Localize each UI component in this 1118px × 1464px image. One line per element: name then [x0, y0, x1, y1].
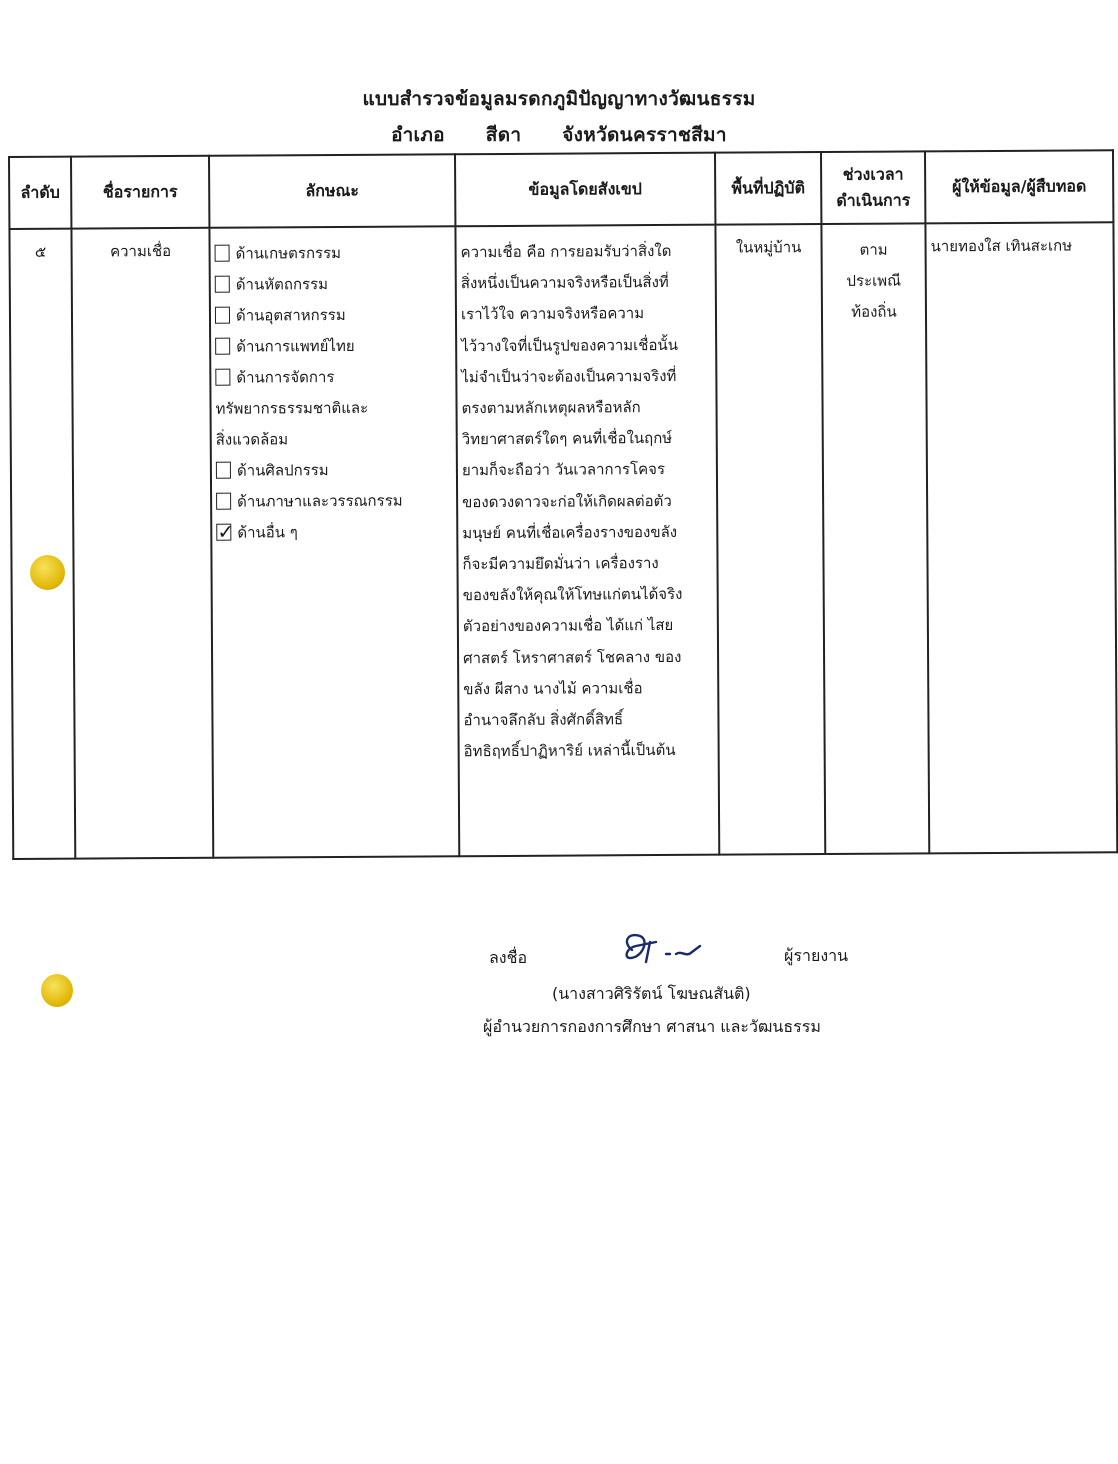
district-label: อำเภอ [391, 124, 445, 146]
description-line: ไม่จำเป็นว่าจะต้องเป็นความจริงที่ [461, 366, 677, 387]
header-area: พื้นที่ปฏิบัติ [715, 152, 821, 225]
category-label: ด้านอื่น ๆ [237, 523, 298, 542]
sign-label: ลงชื่อ [489, 948, 528, 967]
cell-no: ๕ [9, 229, 75, 859]
cell-name: ความเชื่อ [71, 228, 213, 859]
description-line: มนุษย์ คนที่เชื่อเครื่องรางของขลัง [462, 522, 678, 543]
category-label: ด้านเกษตรกรรม [235, 243, 342, 263]
form-location [0, 120, 1118, 150]
cell-time [821, 223, 929, 854]
description-line: ตรงตามหลักเหตุผลหรือหลัก [461, 398, 641, 418]
cell-area: ในหมู่บ้าน [715, 224, 825, 855]
yellow-hole-punch-mark [30, 555, 65, 590]
description-line: เราไว้ใจ ความจริงหรือความ [460, 304, 645, 324]
province-name: จังหวัดนครราชสีมา [562, 124, 727, 146]
yellow-hole-punch-mark [41, 974, 73, 1007]
table-row [9, 222, 1117, 859]
category-label: ทรัพยากรธรรมชาติและ [215, 398, 369, 418]
category-item [215, 268, 451, 300]
category-label: ด้านการจัดการ [236, 368, 335, 387]
category-label: ด้านหัตถกรรม [235, 275, 329, 294]
checkbox-icon[interactable] [216, 493, 231, 510]
description-line: ยามก็จะถือว่า วันเวลาการโคจร [461, 460, 666, 480]
category-label: สิ่งแวดล้อม [215, 430, 289, 449]
category-item [215, 392, 451, 424]
reporter-label: ผู้รายงาน [784, 946, 849, 965]
checkbox-icon[interactable] [215, 338, 230, 355]
description-text [461, 236, 714, 768]
category-item [215, 237, 451, 269]
time-line: ประเพณี [846, 271, 902, 291]
description-line: ของดวงดาวจะก่อให้เกิดผลต่อตัว [462, 491, 672, 511]
description-line: วิทยาศาสตร์ใดๆ คนที่เชื่อในฤกษ์ [461, 429, 673, 449]
signer-name: (นางสาวศิริรัตน์ โฆษณสันติ) [552, 984, 751, 1003]
time-text [826, 234, 921, 328]
header-name: ชื่อรายการ [71, 156, 209, 229]
header-no: ลำดับ [9, 157, 71, 229]
description-line: อิทธิฤทธิ์ปาฏิหาริย์ เหล่านี้เป็นต้น [463, 741, 676, 761]
description-line: ความเชื่อ คือ การยอมรับว่าสิ่งใด [460, 241, 672, 262]
description-line: อำนาจลึกลับ สิ่งศักดิ์สิทธิ์ [463, 710, 624, 730]
category-item [215, 330, 451, 362]
category-checklist [215, 237, 453, 548]
category-item [216, 454, 452, 486]
table-header-row [9, 150, 1113, 229]
category-item [216, 423, 452, 455]
signer-position: ผู้อำนวยการกองการศึกษา ศาสนา และวัฒนธรรม [483, 1017, 821, 1036]
description-line: สิ่งหนึ่งเป็นความจริงหรือเป็นสิ่งที่ [460, 273, 669, 293]
cell-informant: นายทองใส เทินสะเกษ [925, 222, 1117, 853]
category-item [215, 299, 451, 331]
description-line: ก็จะมีความยึดมั่นว่า เครื่องราง [462, 554, 659, 574]
header-time-line1: ช่วงเวลา [842, 164, 904, 185]
checked-checkbox-icon[interactable] [216, 524, 231, 541]
category-item [215, 361, 451, 393]
category-item [216, 485, 452, 517]
category-item [216, 516, 452, 548]
description-line: ตัวอย่างของความเชื่อ ได้แก่ ไสย [462, 616, 674, 636]
cell-desc [455, 225, 719, 857]
description-line: ศาสตร์ โหราศาสตร์ โชคลาง ของ [463, 647, 682, 667]
checkbox-icon[interactable] [215, 245, 230, 262]
description-line: ไว้วางใจที่เป็นรูปของความเชื่อนั้น [461, 335, 679, 355]
description-line: ขลัง ผีสาง นางไม้ ความเชื่อ [463, 678, 643, 699]
header-desc: ข้อมูลโดยสังเขป [455, 153, 715, 227]
category-label: ด้านการแพทย์ไทย [236, 336, 355, 356]
checkbox-icon[interactable] [215, 276, 230, 293]
cell-type [209, 226, 459, 857]
description-line: ของขลังให้คุณให้โทษแก่ตนได้จริง [462, 585, 683, 605]
time-line: ตาม [859, 240, 888, 259]
category-label: ด้านศิลปกรรม [236, 461, 329, 480]
handwritten-signature [616, 928, 706, 968]
header-informant: ผู้ให้ข้อมูล/ผู้สืบทอด [925, 150, 1113, 223]
time-line: ท้องถิ่น [851, 302, 897, 322]
header-time-line2: ดำเนินการ [836, 190, 911, 210]
checkbox-icon[interactable] [215, 369, 230, 386]
checkbox-icon[interactable] [216, 462, 231, 479]
form-title: แบบสำรวจข้อมูลมรดกภูมิปัญญาทางวัฒนธรรม [362, 88, 756, 110]
header-time [821, 151, 925, 224]
header-type: ลักษณะ [209, 154, 455, 228]
district-name: สีดา [485, 124, 522, 146]
survey-table-wrapper [8, 150, 1087, 860]
checkbox-icon[interactable] [215, 307, 230, 324]
category-label: ด้านอุตสาหกรรม [235, 305, 346, 325]
category-label: ด้านภาษาและวรรณกรรม [237, 491, 403, 511]
survey-table [8, 149, 1118, 860]
